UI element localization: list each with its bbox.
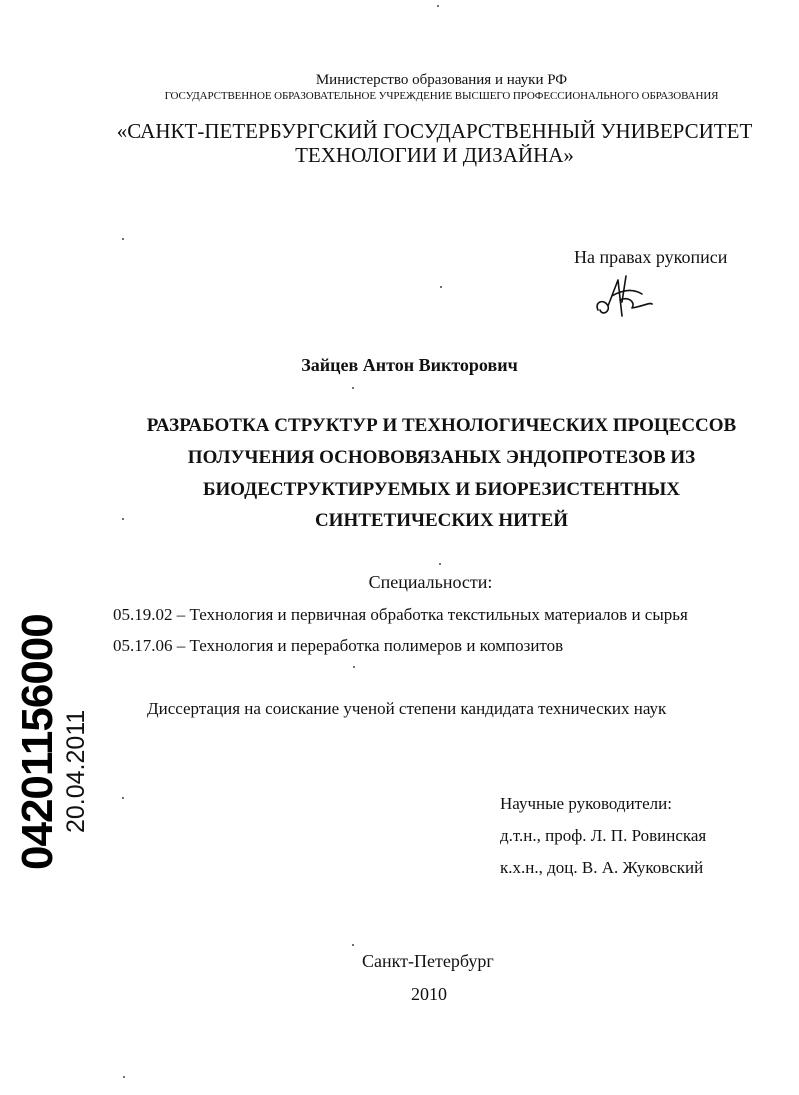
supervisors-heading: Научные руководители: [500, 794, 672, 813]
university-name-line-1: «САНКТ-ПЕТЕРБУРГСКИЙ ГОСУДАРСТВЕННЫЙ УНИВЕРСИТЕТ [116, 119, 753, 143]
university-name-line-2: ТЕХНОЛОГИИ И ДИЗАЙНА» [295, 143, 574, 167]
city: Санкт-Петербург [362, 951, 494, 971]
scan-speck [353, 666, 355, 668]
scan-speck [122, 518, 124, 520]
author-name: Зайцев Антон Викторович [301, 355, 518, 375]
ministry-name: Министерство образования и науки РФ [315, 72, 568, 88]
scan-speck [352, 944, 354, 946]
scan-speck [123, 1076, 125, 1078]
scan-speck [439, 563, 441, 565]
manuscript-note: На правах рукописи [574, 247, 728, 267]
supervisor-item: к.х.н., доц. В. А. Жуковский [500, 858, 704, 877]
specialties-heading: Специальности: [368, 572, 493, 592]
signature [592, 272, 654, 322]
thesis-title-line-3: БИОДЕСТРУКТИРУЕМЫХ И БИОРЕЗИСТЕНТНЫХ [202, 479, 681, 500]
scan-speck [440, 286, 442, 288]
supervisor-item: д.т.н., проф. Л. П. Ровинская [500, 826, 707, 845]
specialty-item: 05.17.06 – Технология и переработка полимеров и композитов [113, 636, 564, 655]
institution-type: ГОСУДАРСТВЕННОЕ ОБРАЗОВАТЕЛЬНОЕ УЧРЕЖДЕНИЕ ВЫСШЕГО ПРОФЕССИОНАЛЬНОГО ОБРАЗОВАНИЯ [164, 90, 719, 102]
thesis-title-line-2: ПОЛУЧЕНИЯ ОСНОВОВЯЗАНЫХ ЭНДОПРОТЕЗОВ ИЗ [187, 447, 696, 468]
thesis-title-line-1: РАЗРАБОТКА СТРУКТУР И ТЕХНОЛОГИЧЕСКИХ ПРОЦЕССОВ [146, 415, 737, 436]
specialty-item: 05.19.02 – Технология и первичная обработка текстильных материалов и сырья [113, 605, 688, 624]
scan-speck [352, 387, 354, 389]
thesis-title-line-4: СИНТЕТИЧЕСКИХ НИТЕЙ [314, 510, 569, 531]
archive-stamp-date: 20.04.2011 [62, 709, 90, 833]
scan-speck [437, 5, 439, 7]
dissertation-note: Диссертация на соискание ученой степени кандидата технических наук [147, 699, 667, 718]
scan-speck [122, 797, 124, 799]
scan-speck [122, 238, 124, 240]
archive-stamp-number: 04201156000 [13, 614, 62, 870]
year: 2010 [411, 984, 447, 1004]
